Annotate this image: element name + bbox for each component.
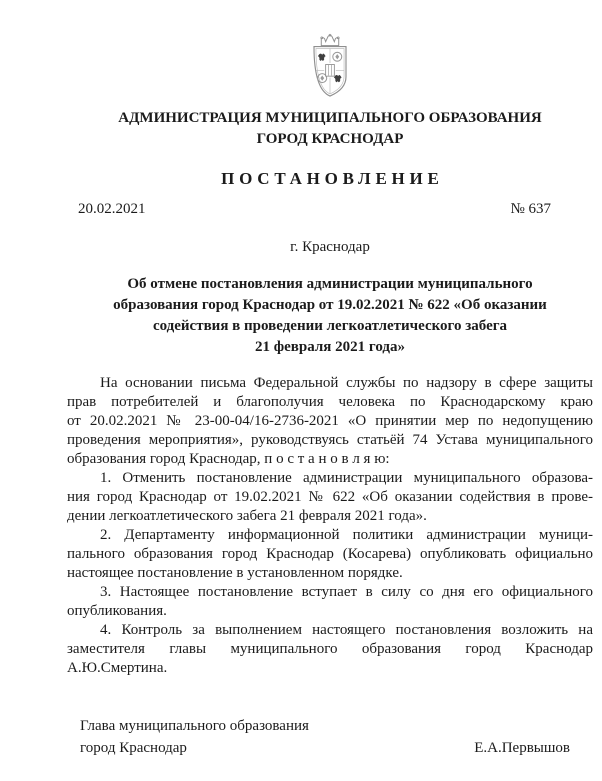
- document-body: [67, 374, 593, 678]
- body-line: А.Ю.Смертина.: [67, 660, 168, 676]
- body-line: дении легкоатлетического забега 21 февраля 2021 года».: [67, 508, 427, 524]
- document-date: 20.02.2021: [78, 201, 146, 217]
- org-header-line2: ГОРОД КРАСНОДАР: [256, 131, 404, 147]
- org-header-line1: АДМИНИСТРАЦИЯ МУНИЦИПАЛЬНОГО ОБРАЗОВАНИЯ: [118, 110, 542, 126]
- body-line: 4. Контроль за выполнением настоящего постановления возложить на: [100, 622, 593, 638]
- requisites-row: [67, 200, 593, 219]
- document-place: г. Краснодар: [290, 239, 370, 255]
- paragraph-item-3: [67, 583, 593, 621]
- signer-name: Е.А.Первышов: [474, 740, 570, 756]
- signer-position: [80, 715, 309, 759]
- body-line: На основании письма Федеральной службы по надзору в сфере защиты: [100, 375, 593, 391]
- org-header: [67, 108, 593, 150]
- body-line: пального образования город Краснодар (Косарева) опубликовать официально: [67, 546, 593, 562]
- body-line: 3. Настоящее постановление вступает в силу со дня его официального: [100, 584, 593, 600]
- title-line: Об отмене постановления администрации муниципального: [127, 276, 533, 292]
- paragraph-item-1: [67, 469, 593, 526]
- signer-position-line1: Глава муниципального образования: [80, 718, 309, 734]
- signature-block: [67, 715, 593, 759]
- body-line: 2. Департаменту информационной политики администрации муници-: [100, 527, 593, 543]
- document-content: [67, 0, 593, 759]
- document-number: № 637: [510, 201, 551, 217]
- paragraph-item-4: [67, 621, 593, 678]
- body-line: образования город Краснодар, п о с т а н о в л я ю:: [67, 451, 390, 467]
- title-line: содействия в проведении легкоатлетического забега: [152, 318, 508, 334]
- body-line: ния город Краснодар от 19.02.2021 № 622 «Об оказании содействия в прове-: [67, 489, 593, 505]
- paragraph-preamble: [67, 374, 593, 469]
- body-line: заместителя главы муниципального образования город Краснодар: [67, 641, 593, 657]
- title-line: 21 февраля 2021 года»: [255, 339, 405, 355]
- body-line: 1. Отменить постановление администрации муниципального образова-: [100, 470, 593, 486]
- body-line: проведения мероприятия», руководствуясь статьёй 74 Устава муниципального: [67, 432, 593, 448]
- krasnodar-coat-of-arms-icon: [307, 33, 353, 97]
- document-title: [67, 274, 593, 358]
- document-type-heading: ПОСТАНОВЛЕНИЕ: [221, 169, 444, 188]
- title-line: образования город Краснодар от 19.02.2021 № 622 «Об оказании: [113, 297, 547, 313]
- body-line: опубликования.: [67, 603, 167, 619]
- signer-position-line2: город Краснодар: [80, 740, 187, 756]
- paragraph-item-2: [67, 526, 593, 583]
- body-line: прав потребителей и благополучия человека по Краснодарскому краю: [67, 394, 593, 410]
- coat-of-arms: [67, 33, 593, 97]
- body-line: настоящее постановление в установленном порядке.: [67, 565, 403, 581]
- body-line: от 20.02.2021 № 23-00-04/16-2736-2021 «О принятии мер по недопущению: [67, 413, 593, 429]
